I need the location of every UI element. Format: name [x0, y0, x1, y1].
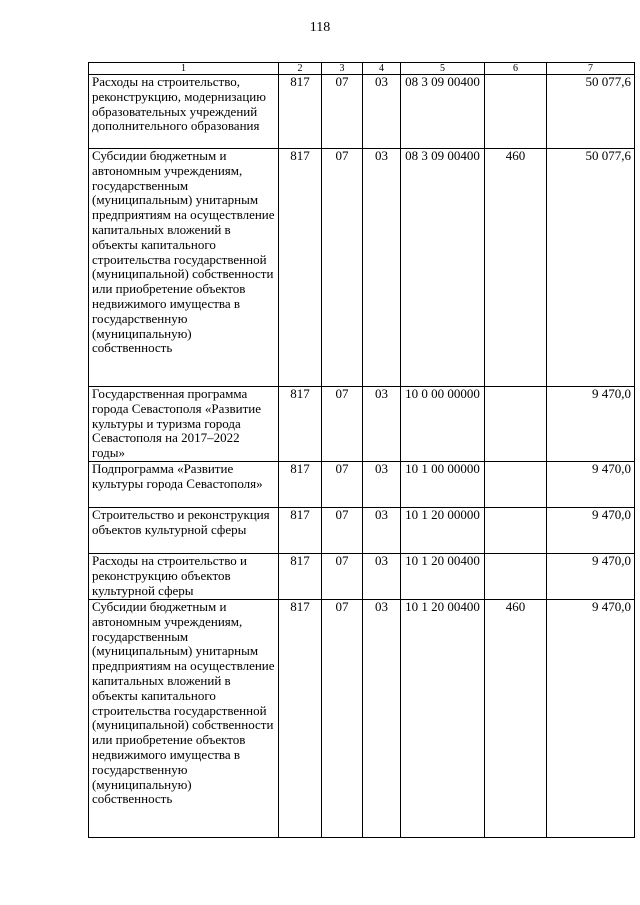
table-row [89, 387, 635, 462]
amount-cell: 50 077,6 [547, 75, 635, 149]
section-cell: 07 [322, 149, 363, 387]
expense-type-cell [485, 553, 547, 599]
section-cell: 07 [322, 387, 363, 462]
ministry-code-cell: 817 [279, 599, 322, 837]
subsection-cell: 03 [363, 599, 401, 837]
ministry-code-cell: 817 [279, 507, 322, 553]
expense-type-cell: 460 [485, 599, 547, 837]
table-row [89, 461, 635, 507]
header-cell: 6 [485, 63, 547, 75]
expense-type-cell [485, 461, 547, 507]
target-article-cell: 10 1 20 00000 [401, 507, 485, 553]
header-cell: 7 [547, 63, 635, 75]
amount-cell: 9 470,0 [547, 387, 635, 462]
subsection-cell: 03 [363, 75, 401, 149]
row-name-cell: Государственная программа города Севастополя «Развитие культуры и туризма города Севастополя на 2017–2022 годы» [89, 387, 279, 462]
subsection-cell: 03 [363, 553, 401, 599]
table-row [89, 75, 635, 149]
row-name-cell: Субсидии бюджетным и автономным учреждениям, государственным (муниципальным) унитарным предприятиям на осуществление капитальных вложений в объекты капитального строительства государственной (муниципальной) собственности или приобретение объектов недвижимого имущества в государственную (муниципальную) собственность [89, 599, 279, 837]
target-article-cell: 10 1 00 00000 [401, 461, 485, 507]
target-article-cell: 08 3 09 00400 [401, 75, 485, 149]
table-header-row [89, 63, 635, 75]
ministry-code-cell: 817 [279, 387, 322, 462]
row-name-cell: Субсидии бюджетным и автономным учреждениям, государственным (муниципальным) унитарным предприятиям на осуществление капитальных вложений в объекты капитального строительства государственной (муниципальной) собственности или приобретение объектов недвижимого имущества в государственную (муниципальную) собственность [89, 149, 279, 387]
ministry-code-cell: 817 [279, 75, 322, 149]
amount-cell: 9 470,0 [547, 553, 635, 599]
header-cell: 3 [322, 63, 363, 75]
row-name-cell: Строительство и реконструкция объектов культурной сферы [89, 507, 279, 553]
row-name-cell: Подпрограмма «Развитие культуры города Севастополя» [89, 461, 279, 507]
header-cell: 5 [401, 63, 485, 75]
section-cell: 07 [322, 75, 363, 149]
row-name-cell: Расходы на строительство, реконструкцию, модернизацию образовательных учреждений дополнительного образования [89, 75, 279, 149]
section-cell: 07 [322, 599, 363, 837]
expense-type-cell: 460 [485, 149, 547, 387]
page-number: 118 [309, 20, 331, 35]
budget-table [88, 62, 635, 838]
expense-type-cell [485, 387, 547, 462]
ministry-code-cell: 817 [279, 553, 322, 599]
header-cell: 1 [89, 63, 279, 75]
amount-cell: 9 470,0 [547, 599, 635, 837]
amount-cell: 9 470,0 [547, 507, 635, 553]
section-cell: 07 [322, 507, 363, 553]
header-cell: 2 [279, 63, 322, 75]
target-article-cell: 10 1 20 00400 [401, 553, 485, 599]
header-cell: 4 [363, 63, 401, 75]
table-row [89, 149, 635, 387]
row-name-cell: Расходы на строительство и реконструкцию объектов культурной сферы [89, 553, 279, 599]
section-cell: 07 [322, 553, 363, 599]
subsection-cell: 03 [363, 461, 401, 507]
ministry-code-cell: 817 [279, 461, 322, 507]
amount-cell: 9 470,0 [547, 461, 635, 507]
table-row [89, 507, 635, 553]
subsection-cell: 03 [363, 149, 401, 387]
target-article-cell: 10 1 20 00400 [401, 599, 485, 837]
target-article-cell: 08 3 09 00400 [401, 149, 485, 387]
subsection-cell: 03 [363, 387, 401, 462]
table-row [89, 553, 635, 599]
table-row [89, 599, 635, 837]
expense-type-cell [485, 507, 547, 553]
amount-cell: 50 077,6 [547, 149, 635, 387]
expense-type-cell [485, 75, 547, 149]
ministry-code-cell: 817 [279, 149, 322, 387]
target-article-cell: 10 0 00 00000 [401, 387, 485, 462]
subsection-cell: 03 [363, 507, 401, 553]
section-cell: 07 [322, 461, 363, 507]
